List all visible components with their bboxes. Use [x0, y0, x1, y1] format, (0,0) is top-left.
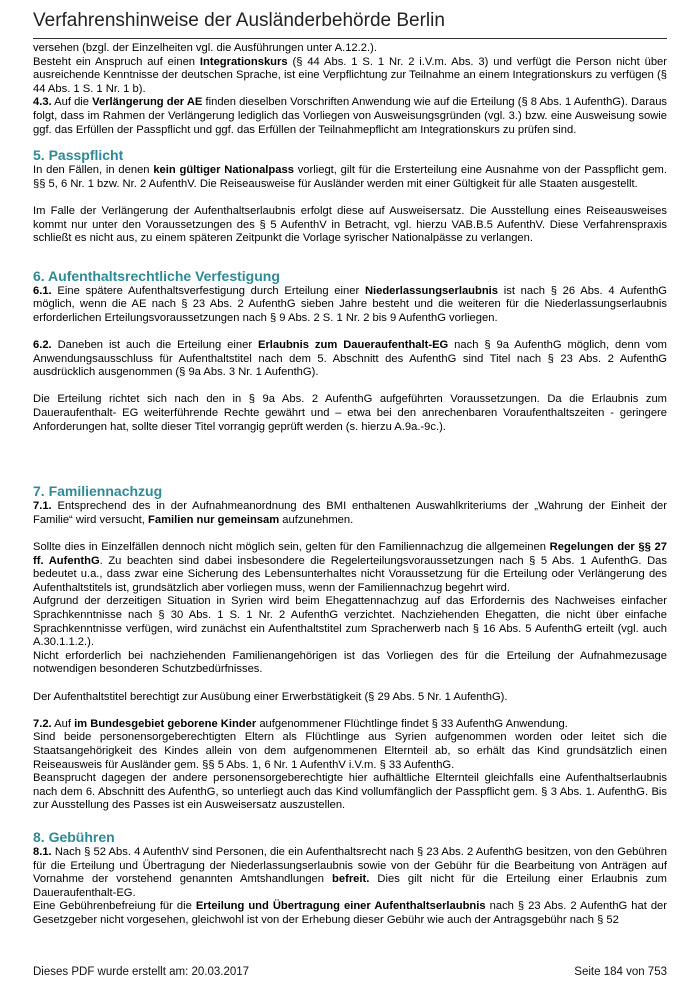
paragraph-5-1: In den Fällen, in denen kein gültiger Nationalpass vorliegt, gilt für die Ersterteilung eine Ausnahme von der Passpflicht gem. §§ 5, 6 Nr. 1 bzw. Nr. 2 AufenthV. Die Reiseausweise für Ausländer werden mit einer Gültigkeit für alle Staaten ausgestellt.: [33, 164, 667, 190]
footer-created-date: Dieses PDF wurde erstellt am: 20.03.2017: [33, 966, 250, 978]
paragraph-8-1-befreiung: Eine Gebührenbefreiung für die Erteilung und Übertragung einer Aufenthaltserlaubnis nach § 23 Abs. 2 AufenthG hat der Gesetzgeber nicht vorgesehen, gleichwohl ist von der Erhebung dieser Gebühr wie auch der Antragsgebühr nach § 52: [33, 900, 667, 926]
paragraph-7-2-eltern: Sind beide personensorgeberechtigten Eltern als Flüchtlinge aus Syrien aufgenommen worden oder leitet sich die Staatsangehörigkeit des Kindes allein von dem aufgenommenen Elternteil ab, so erhält das Kind grundsätzlich einen Reiseausweis für Ausländer gem. §§ 5 Abs. 1, 6 Nr. 1 AufenthV i.V.m. § 33 AufenthG.: [33, 731, 667, 771]
document-body: [33, 42, 667, 927]
paragraph-7-1-sprache: Aufgrund der derzeitigen Situation in Syrien wird beim Ehegattennachzug auf das Erfordernis des Nachweises einfacher Sprachkenntnisse nach § 30 Abs. 1 S. 1 Nr. 2 AufenthG verzichtet. Nachziehenden Ehegatten, die nicht über einfache Sprachkenntnisse verfügen, wird zunächst ein Aufenthaltstitel zum Spracherwerb nach § 16 Abs. 5 AufenthG erteilt (vgl. auch A.30.1.1.2.).: [33, 595, 667, 649]
paragraph-integrationskurs: Besteht ein Anspruch auf einen Integrationskurs (§ 44 Abs. 1 S. 1 Nr. 2 i.V.m. Abs. 3) und verfügt die Person nicht über ausreichende Kenntnisse der deutschen Sprache, ist eine Verpflichtung zur Teilnahme an einem Integrationskurs zu verfügen (§ 44 Abs. 1 S. 1 Nr. 1 b).: [33, 55, 668, 95]
section-heading-familiennachzug: 7. Familiennachzug: [33, 483, 163, 500]
paragraph-7-1-schutz: Nicht erforderlich bei nachziehenden Familienangehörigen ist das Vorliegen des für die Erteilung der Aufnahmezusage notwendigen besonderen Schutzbedürfnisses.: [33, 649, 667, 676]
section-heading-gebuehren: 8. Gebühren: [33, 828, 115, 845]
paragraph-5-2: Im Falle der Verlängerung der Aufenthaltserlaubnis erfolgt diese auf Ausweisersatz. Die Ausstellung eines Reiseausweises kommt nur unter den Voraussetzungen des § 5 AufenthV in Betracht, vgl. hierzu VAB.B.5 AufenthV. Diese Verfahrenspraxis schließt es nicht aus, zu einem späteren Zeitpunkt die Vorlage syrischer Nationalpässe zu verlangen.: [33, 204, 667, 245]
page-header-title: Verfahrenshinweise der Ausländerbehörde Berlin: [33, 10, 445, 31]
section-heading-verfestigung: 6. Aufenthaltsrechtliche Verfestigung: [33, 267, 280, 284]
footer-page-number: Seite 184 von 753: [574, 966, 667, 978]
paragraph-6-2: 6.2. Daneben ist auch die Erteilung einer Erlaubnis zum Daueraufenthalt-EG nach § 9a AufenthG möglich, denn vom Anwendungsausschluss für Aufenthaltstitel nach dem 5. Abschnitt des AufenthG sind Titel nach § 23 Abs. 2 AufenthG ausdrücklich ausgenommen (§ 9a Abs. 3 Nr. 1 AufenthG).: [33, 339, 667, 379]
paragraph-6-3: Die Erteilung richtet sich nach den in § 9a Abs. 2 AufenthG aufgeführten Voraussetzungen. Da die Erlaubnis zum Daueraufenthalt- EG weiterführende Rechte gewährt und – etwa bei den anrechenbaren Voraufenthaltszeiten - geringere Anforderungen hat, sollte dieser Titel vorrangig geprüft werden (s. hierzu A.9a.-9c.).: [33, 393, 667, 433]
paragraph-7-1-erwerb: Der Aufenthaltstitel berechtigt zur Ausübung einer Erwerbstätigkeit (§ 29 Abs. 5 Nr. 1 AufenthG).: [33, 690, 508, 703]
paragraph-6-1: 6.1. Eine spätere Aufenthaltsverfestigung durch Erteilung einer Niederlassungserlaubnis ist nach § 26 Abs. 4 AufenthG möglich, wenn die AE nach § 23 Abs. 2 AufenthG sieben Jahre besteht und die weiteren für die Niederlassungserlaubnis erforderlichen Erteilungsvoraussetzungen nach § 9 Abs. 2 S. 1 Nr. 2 bis 9 AufenthG vorliegen.: [33, 284, 667, 324]
paragraph-7-2: 7.2. Auf im Bundesgebiet geborene Kinder aufgenommener Flüchtlinge findet § 33 AufenthG Anwendung.: [33, 717, 568, 730]
paragraph-7-2-passpflicht: Beansprucht dagegen der andere personensorgeberechtigte hier aufhältliche Elternteil gleichfalls eine Aufenthaltserlaubnis nach dem 6. Abschnitt des AufenthG, so unterliegt auch das Kind vollumfänglich der Passpflicht gem. § 3 Abs. 1. AufenthG. Bis zur Ausstellung des Passes ist ein Ausweisersatz auszustellen.: [33, 772, 667, 812]
paragraph-7-1-regelungen: Sollte dies in Einzelfällen dennoch nicht möglich sein, gelten für den Familiennachzug die allgemeinen Regelungen der §§ 27 ff. AufenthG. Zu beachten sind dabei insbesondere die Regelerteilungsvoraussetzungen nach § 5 Abs. 1 AufenthG. Das bedeutet u.a., dass zwar eine Sicherung des Lebensunterhaltes nicht Voraussetzung für die Erteilung oder Verlängerung des Aufenthaltstitels ist, grundsätzlich aber vorliegen muss, wenn der Familiennachzug begehrt wird.: [33, 541, 667, 594]
paragraph-7-1: 7.1. Entsprechend des in der Aufnahmeanordnung des BMI enthaltenen Auswahlkriteriums der „Wahrung der Einheit der Familie“ wird versucht, Familien nur gemeinsam aufzunehmen.: [33, 500, 667, 526]
paragraph-8-1: 8.1. Nach § 52 Abs. 4 AufenthV sind Personen, die ein Aufenthaltsrecht nach § 23 Abs. 2 AufenthG besitzen, von den Gebühren für die Erteilung und Übertragung der Niederlassungserlaubnis sowie von der Gebühr für die Bearbeitung von Anträgen auf Vornahme der vorstehend genannten Amtshandlungen befreit. Dies gilt nicht für die Erteilung einer Erlaubnis zum Daueraufenthalt-EG.: [33, 845, 667, 899]
header-divider: [33, 38, 667, 39]
paragraph-continuation: versehen (bzgl. der Einzelheiten vgl. die Ausführungen unter A.12.2.).: [33, 42, 377, 54]
section-heading-passpflicht: 5. Passpflicht: [33, 147, 124, 164]
paragraph-4-3: 4.3. Auf die Verlängerung der AE finden dieselben Vorschriften Anwendung wie auf die Erteilung (§ 8 Abs. 1 AufenthG). Daraus folgt, dass im Rahmen der Verlängerung lediglich das Vorliegen von Ausweisungsgründen (vgl. 3.) bzw. eine Ausweisung sowie ggf. das Erfüllen der Passpflicht und ggf. das Erfüllen der Teilnahmepflicht am Integrationskurs zu prüfen sind.: [33, 96, 668, 136]
